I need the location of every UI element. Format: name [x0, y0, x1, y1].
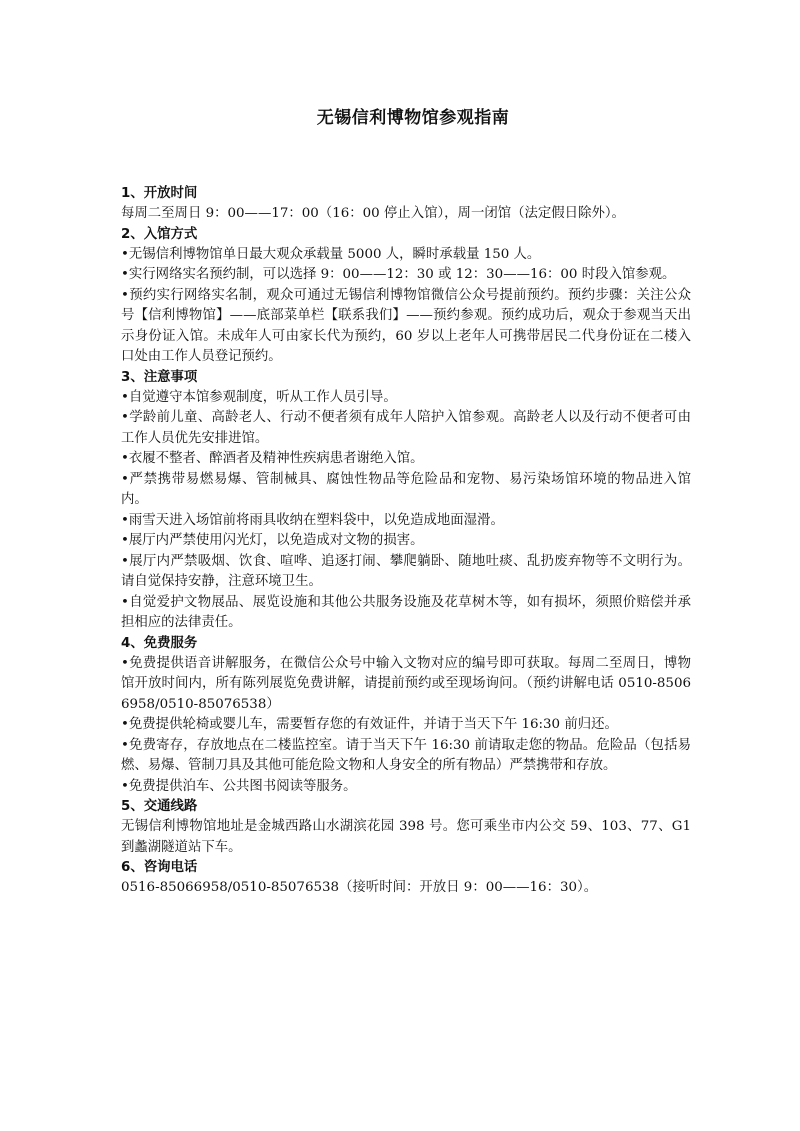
bullet-paragraph: •预约实行网络实名制，观众可通过无锡信利博物馆微信公众号提前预约。预约步骤：关注公众号【信利博物馆】——底部菜单栏【联系我们】——预约参观。预约成功后，观众于参观当天出示身份证入馆。未成年人可由家长代为预约，60 岁以上老年人可携带居民二代身份证在二楼入口处由工作人员登记预约。 — [121, 287, 691, 364]
bullet-paragraph: •严禁携带易燃易爆、管制械具、腐蚀性物品等危险品和宠物、易污染场馆环境的物品进入馆内。 — [121, 471, 691, 507]
bullet-paragraph: •自觉遵守本馆参观制度，听从工作人员引导。 — [121, 389, 397, 405]
document-title: 无锡信利博物馆参观指南 — [316, 108, 510, 128]
bullet-paragraph: •免费提供轮椅或婴儿车，需要暂存您的有效证件，并请于当天下午 16:30 前归还。 — [121, 717, 618, 732]
bullet-paragraph: •实行网络实名预约制，可以选择 9：00——12：30 或 12：30——16：00 时段入馆参观。 — [121, 267, 676, 282]
section-opening-hours — [121, 184, 691, 225]
paragraph: 无锡信利博物馆地址是金城西路山水湖滨花园 398 号。您可乘坐市内公交 59、103、77、G1 到蠡湖隧道站下车。 — [121, 819, 691, 855]
bullet-paragraph: •自觉爱护文物展品、展览设施和其他公共服务设施及花草树木等，如有损坏，须照价赔偿并承担相应的法律责任。 — [121, 594, 691, 630]
section-free-services — [121, 634, 691, 798]
document-page — [121, 103, 691, 899]
section-notices — [121, 368, 691, 634]
section-heading: 2、入馆方式 — [121, 226, 198, 242]
paragraph: 0516-85066958/0510-85076538（接听时间：开放日 9：00——16：30）。 — [121, 880, 598, 895]
section-transport — [121, 797, 691, 858]
bullet-paragraph: •展厅内严禁使用闪光灯，以免造成对文物的损害。 — [121, 533, 424, 548]
bullet-paragraph: •展厅内严禁吸烟、饮食、喧哗、追逐打闹、攀爬躺卧、随地吐痰、乱扔废弃物等不文明行为。请自觉保持安静，注意环境卫生。 — [121, 553, 691, 589]
bullet-paragraph: •无锡信利博物馆单日最大观众承载量 5000 人，瞬时承载量 150 人。 — [121, 246, 541, 262]
section-heading: 6、咨询电话 — [121, 860, 198, 875]
section-heading: 5、交通线路 — [121, 799, 198, 814]
section-admission — [121, 225, 691, 368]
bullet-paragraph: •免费寄存，存放地点在二楼监控室。请于当天下午 16:30 前请取走您的物品。危险品（包括易燃、易爆、管制刀具及其他可能危险文物和人身安全的所有物品）严禁携带和存放。 — [121, 737, 691, 773]
bullet-paragraph: •雨雪天进入场馆前将雨具收纳在塑料袋中，以免造成地面湿滑。 — [121, 512, 504, 528]
section-heading: 4、免费服务 — [121, 635, 198, 651]
paragraph: 每周二至周日 9：00——17：00（16：00 停止入馆），周一闭馆（法定假日除外）。 — [121, 206, 625, 221]
section-heading: 3、注意事项 — [121, 369, 198, 385]
bullet-paragraph: •免费提供语音讲解服务，在微信公众号中输入文物对应的编号即可获取。每周二至周日，博物馆开放时间内，所有陈列展览免费讲解，请提前预约或至现场询问。（预约讲解电话 0510-85066958/0510-85076538） — [121, 655, 691, 712]
section-heading: 1、开放时间 — [121, 186, 198, 201]
bullet-paragraph: •免费提供泊车、公共图书阅读等服务。 — [121, 778, 357, 794]
bullet-paragraph: •衣履不整者、醉酒者及精神性疾病患者谢绝入馆。 — [121, 451, 424, 466]
section-contact — [121, 858, 691, 899]
bullet-paragraph: •学龄前儿童、高龄老人、行动不便者须有成年人陪护入馆参观。高龄老人以及行动不便者可由工作人员优先安排进馆。 — [121, 410, 691, 446]
